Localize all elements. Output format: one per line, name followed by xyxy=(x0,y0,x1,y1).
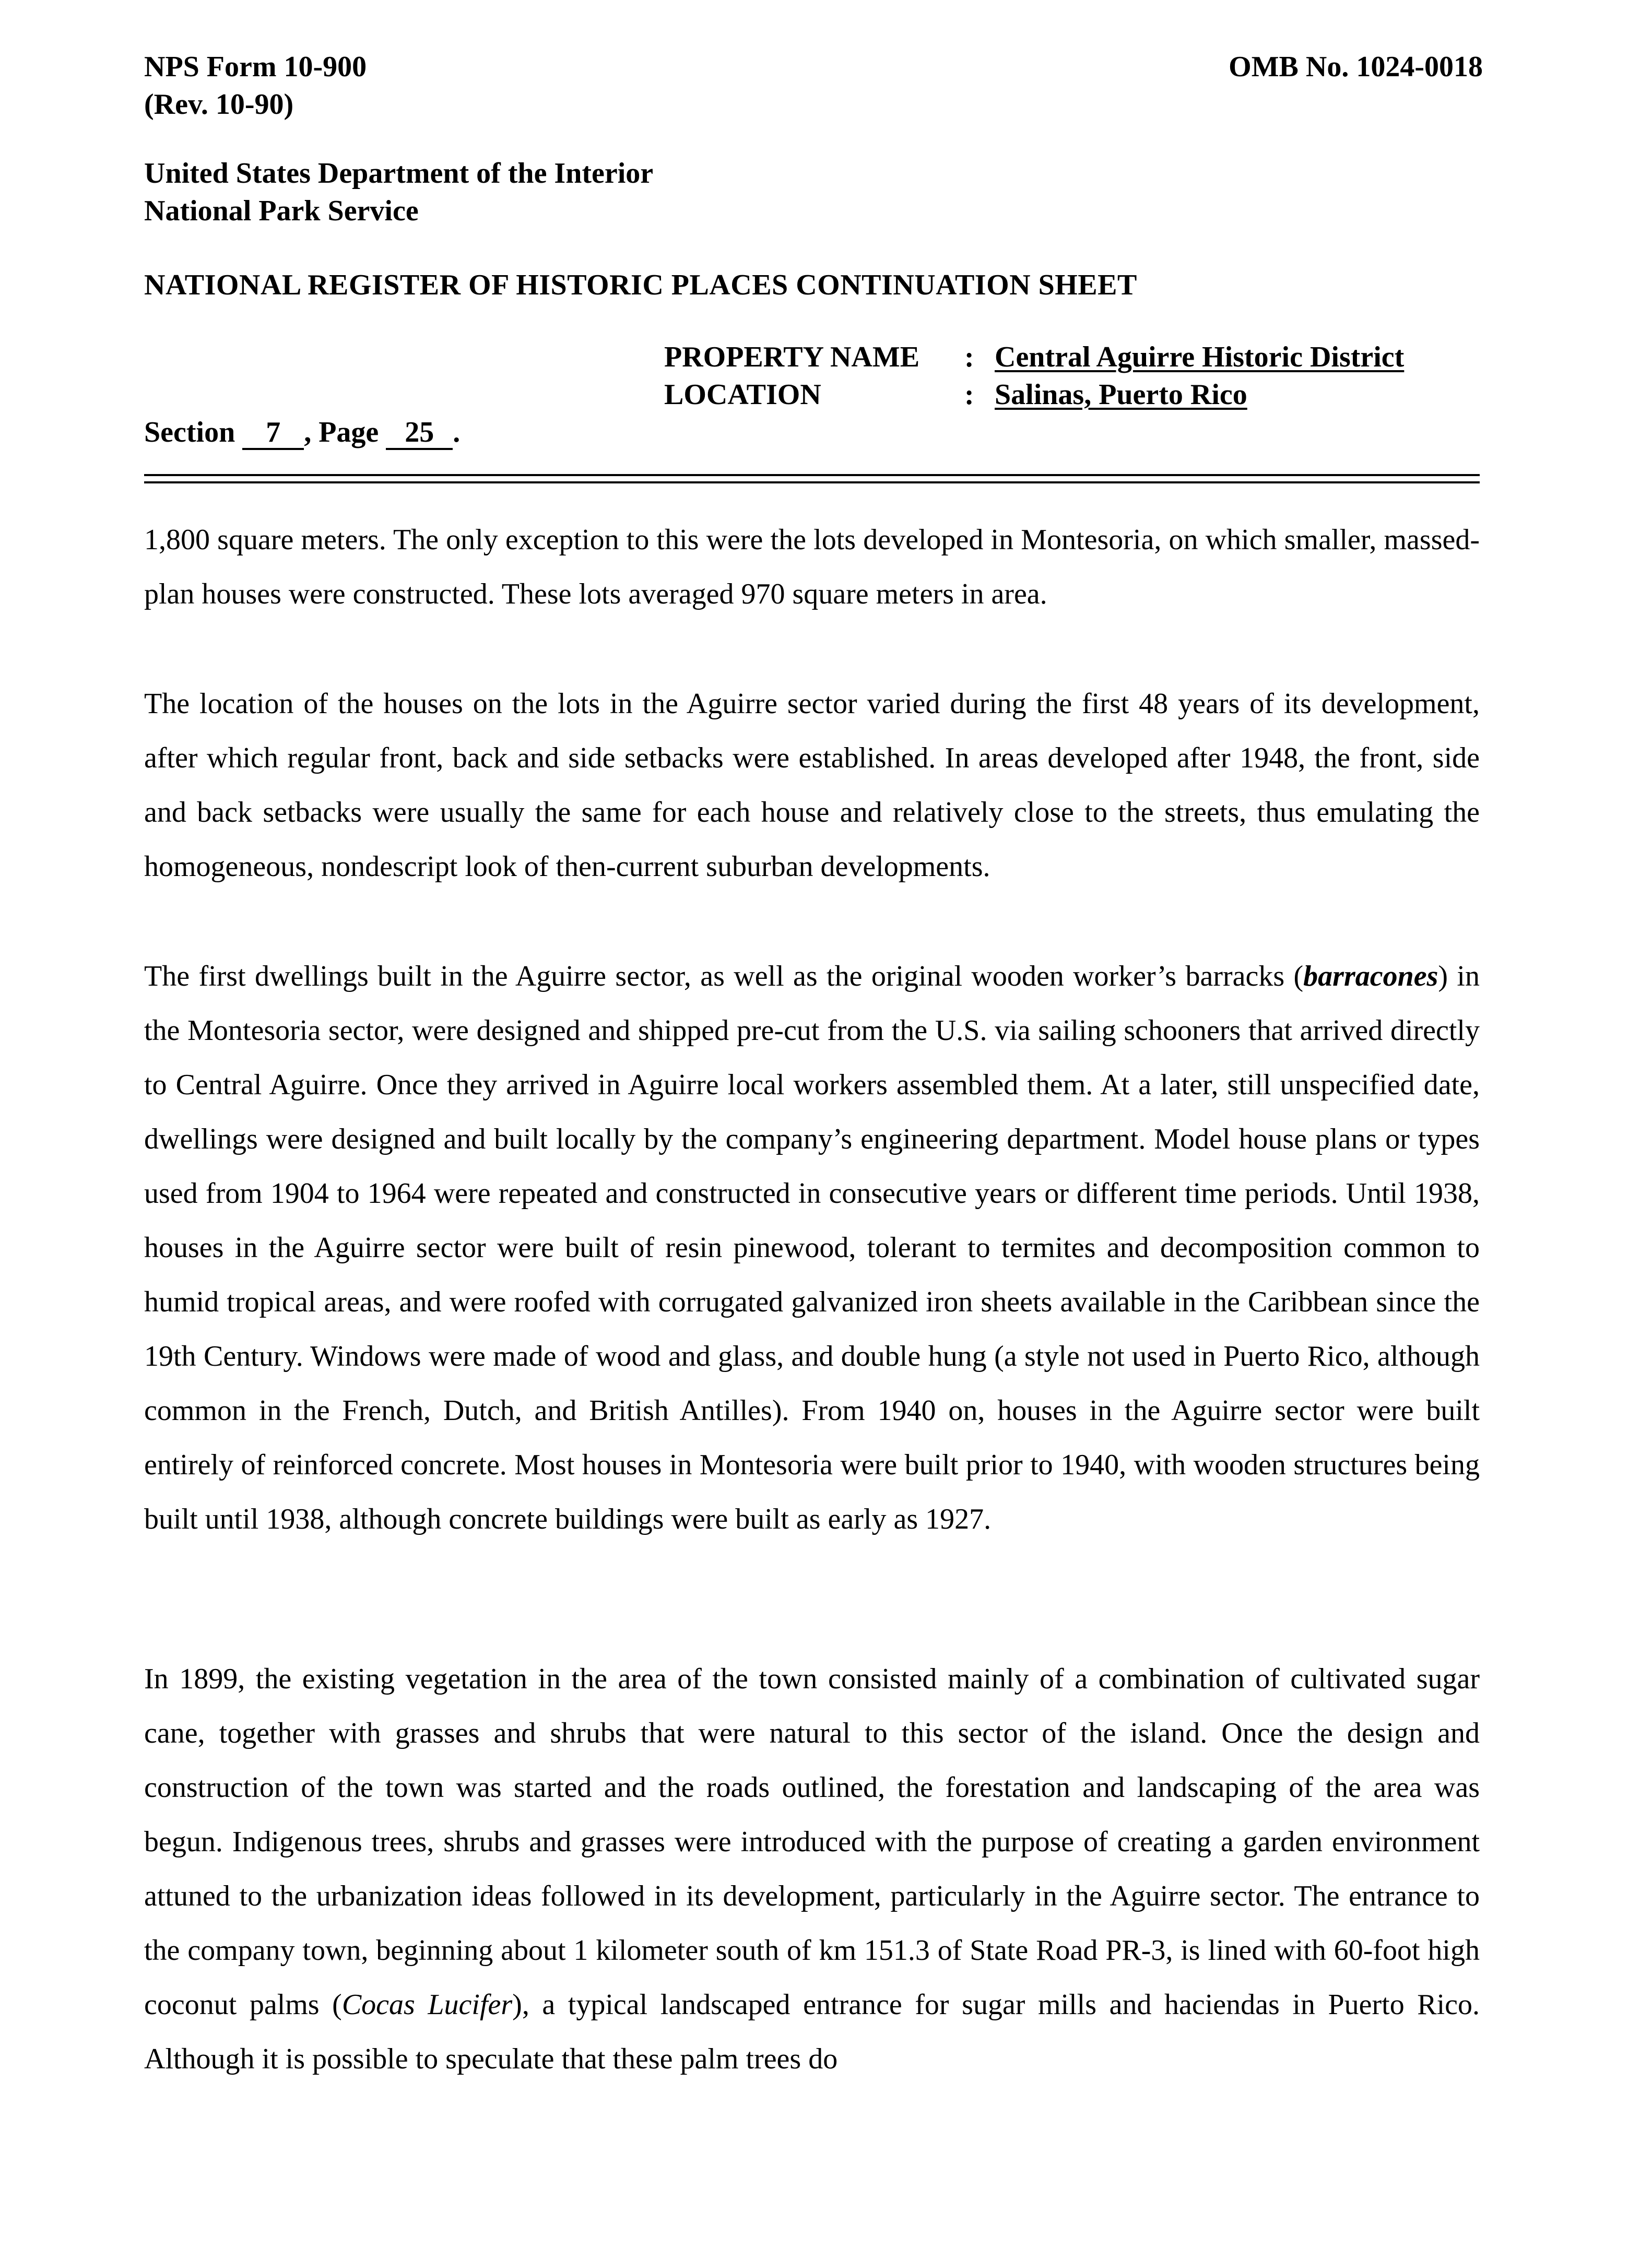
term-cocas-lucifer: Cocas Lucifer xyxy=(341,1989,513,2021)
department-name: United States Department of the Interior xyxy=(144,157,654,190)
agency-block xyxy=(144,155,653,230)
sheet-title: NATIONAL REGISTER OF HISTORIC PLACES CONTINUATION SHEET xyxy=(144,269,1137,301)
section-page-line xyxy=(144,413,460,451)
service-name: National Park Service xyxy=(144,195,419,227)
location-value: Salinas, Puerto Rico xyxy=(995,378,1247,411)
property-name-separator: : xyxy=(964,341,974,373)
page-label: Page xyxy=(318,416,379,448)
paragraph-2-text: The location of the houses on the lots in the Aguirre sector varied during the first 48 years of its development, after which regular front, back and side setbacks were established. In areas developed after 1948, the front, side and back setbacks were usually the same for each house and relatively close to the streets, thus emulating the homogeneous, nondescript look of then-current suburban developments. xyxy=(144,688,1480,883)
property-name-row xyxy=(664,338,1404,376)
paragraph-3 xyxy=(144,949,1480,1546)
property-block xyxy=(664,338,1404,413)
term-barracones: barracones xyxy=(1303,960,1438,992)
location-separator: : xyxy=(964,378,974,411)
section-comma: , xyxy=(304,416,312,448)
paragraph-3-part-b: ) in the Montesoria sector, were designed and shipped pre-cut from the U.S. via sailing schooners that arrived directly to Central Aguirre. Once they arrived in Aguirre local workers assembled them. At a later, still unspecified date, dwellings were designed and built locally by the company’s engineering department. Model house plans or types used from 1904 to 1964 were repeated and constructed in consecutive years or different time periods. Until 1938, houses in the Aguirre sector were built of resin pinewood, tolerant to termites and decomposition common to humid tropical areas, and were roofed with corrugated galvanized iron sheets available in the Caribbean since the 19th Century. Windows were made of wood and glass, and double hung (a style not used in Puerto Rico, although common in the French, Dutch, and British Antilles). From 1940 on, houses in the Aguirre sector were built entirely of reinforced concrete. Most houses in Montesoria were built prior to 1940, with wooden structures being built until 1938, although concrete buildings were built as early as 1927. xyxy=(144,960,1480,1535)
paragraph-2 xyxy=(144,677,1480,894)
section-label: Section xyxy=(144,416,235,448)
location-label: LOCATION xyxy=(664,378,821,411)
paragraph-4-text xyxy=(144,1652,1480,2086)
paragraph-4 xyxy=(144,1652,1480,2086)
header-divider-bottom xyxy=(144,481,1480,483)
form-number: NPS Form 10-900 xyxy=(144,51,367,83)
paragraph-3-text xyxy=(144,949,1480,1546)
paragraph-1 xyxy=(144,513,1480,621)
paragraph-3-part-a: The first dwellings built in the Aguirre sector, as well as the original wooden worker’s barracks ( xyxy=(144,960,1304,992)
form-revision: (Rev. 10-90) xyxy=(144,88,294,121)
property-name-value: Central Aguirre Historic District xyxy=(995,341,1405,373)
page-number: 25 xyxy=(386,417,453,450)
paragraph-1-text: 1,800 square meters. The only exception to this were the lots developed in Montesoria, on which smaller, massed-plan houses were constructed. These lots averaged 970 square meters in area. xyxy=(144,524,1480,610)
location-row xyxy=(664,376,1404,413)
form-identifier xyxy=(144,48,367,123)
section-number: 7 xyxy=(242,417,304,450)
header-divider-top xyxy=(144,474,1480,476)
page-period: . xyxy=(453,416,461,448)
paragraph-4-part-b: ), a typical landscaped entrance for sugar mills and haciendas in Puerto Rico. Although it is possible to speculate that these palm trees do xyxy=(144,1989,1480,2075)
omb-number: OMB No. 1024-0018 xyxy=(1229,51,1483,83)
paragraph-4-part-a: In 1899, the existing vegetation in the area of the town consisted mainly of a combination of cultivated sugar cane, together with grasses and shrubs that were natural to this sector of the island. Once the design and construction of the town was started and the roads outlined, the forestation and landscaping of the area was begun. Indigenous trees, shrubs and grasses were introduced with the purpose of creating a garden environment attuned to the urbanization ideas followed in its development, particularly in the Aguirre sector. The entrance to the company town, beginning about 1 kilometer south of km 151.3 of State Road PR-3, is lined with 60-foot high coconut palms ( xyxy=(144,1663,1480,2021)
property-name-label: PROPERTY NAME xyxy=(664,341,920,373)
